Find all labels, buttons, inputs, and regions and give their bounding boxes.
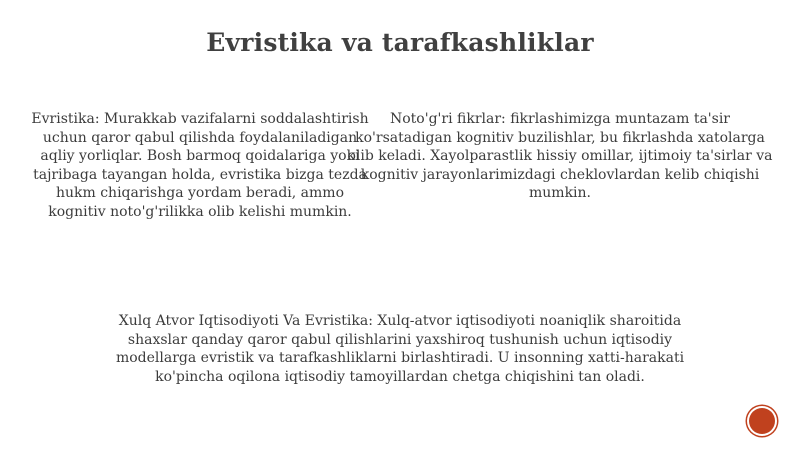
text-block-behavioral-economics: Xulq Atvor Iqtisodiyoti Va Evristika: Xulq-atvor iqtisodiyoti noaniqlik sharoitida shaxslar qanday qaror qabul qilishlarini yaxshiroq tushunish uchun iqtisodiy modellarga evristik va tarafkashliklarni birlashtiradi. U insonning xatti-harakati ko'pincha oqilona iqtisodiy tamoyillardan chetga chiqishini tan oladi. (115, 313, 685, 385)
text-block-biases: Noto'g'ri fikrlar: fikrlashimizga muntazam ta'sir ko'rsatadigan kognitiv buzilishlar, bu fikrlashda xatolarga olib keladi. Xayolparastlik hissiy omillar, ijtimoiy ta'sirlar va kognitiv jarayonlarimizdagi cheklovlardan kelib chiqishi mumkin. (347, 111, 773, 201)
text-block-heuristics: Evristika: Murakkab vazifalarni soddalashtirish uchun qaror qabul qilishda foydalaniladigan aqliy yorliqlar. Bosh barmoq qoidalariga yoki tajribaga tayangan holda, evristika bizga tezda hukm chiqarishga yordam beradi, ammo kognitiv noto'g'rilikka olib kelishi mumkin. (31, 111, 369, 220)
slide-title: Evristika va tarafkashliklar (206, 28, 594, 57)
circle-nav-icon[interactable] (749, 408, 775, 434)
